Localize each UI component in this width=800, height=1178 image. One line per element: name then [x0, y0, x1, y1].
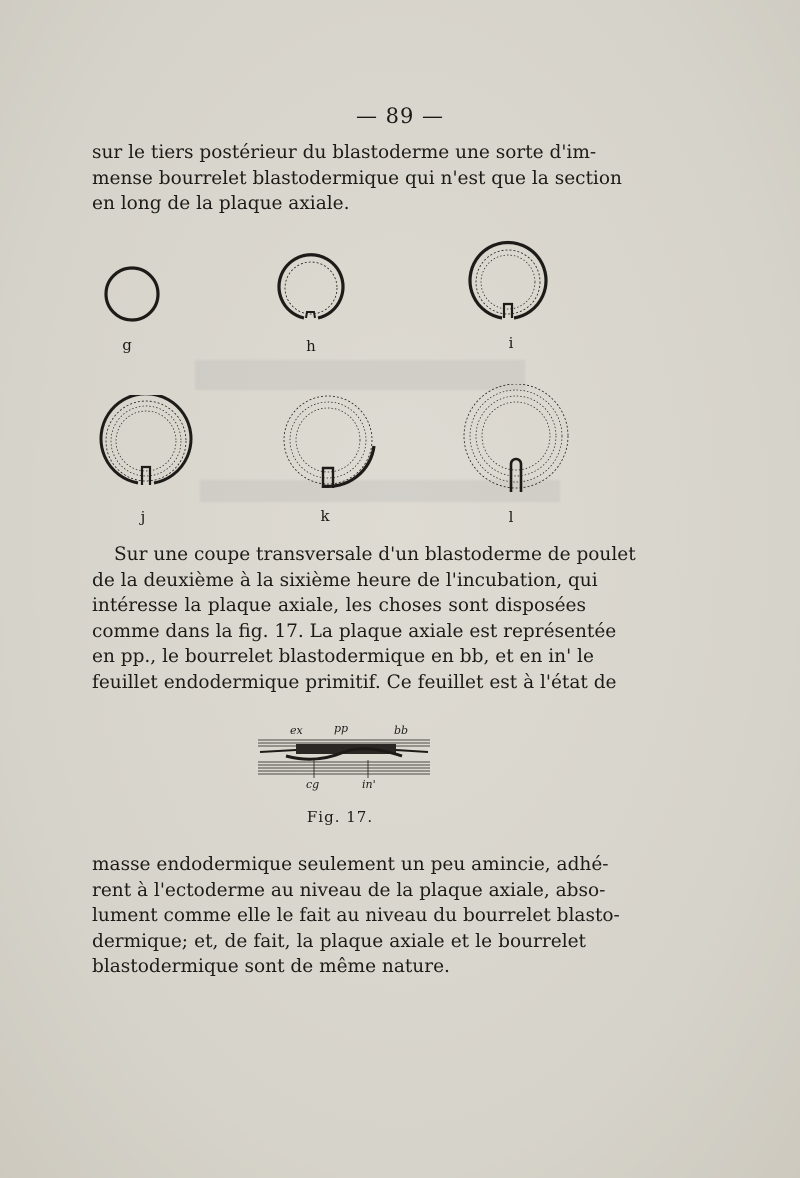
paragraph-middle: [92, 542, 636, 695]
text-line: feuillet endodermique primitif. Ce feuillet est à l'état de: [92, 671, 617, 693]
figure-label-g: g: [122, 336, 132, 354]
text-line: intéresse la plaque axiale, les choses sont disposées: [92, 595, 586, 616]
figure-label-h: h: [306, 337, 316, 355]
text-line: de la deuxième à la sixième heure de l'incubation, qui: [92, 569, 598, 591]
text-line: sur le tiers postérieur du blastoderme une sorte d'im-: [92, 142, 597, 163]
figure-17-engraving: [256, 734, 432, 780]
figure-label-k: k: [320, 507, 330, 525]
text-line: masse endodermique seulement un peu amincie, adhé-: [92, 854, 609, 875]
text-line: mense bourrelet blastodermique qui n'est que la section: [92, 167, 622, 189]
text-line: Sur une coupe transversale d'un blastoderme de poulet: [114, 544, 636, 565]
figure-h: [270, 250, 350, 330]
page-number: — 89 —: [355, 104, 445, 128]
figure-k: [276, 394, 380, 494]
paragraph-top: [92, 140, 622, 217]
figure-i: [462, 240, 552, 330]
text-line: blastodermique sont de même nature.: [92, 956, 450, 977]
figure-label-i: i: [508, 334, 514, 352]
text-line: comme dans la fig. 17. La plaque axiale est représentée: [92, 620, 617, 642]
fig17-label-pp: pp: [334, 722, 349, 735]
text-line: lument comme elle le fait au niveau du bourrelet blasto-: [92, 905, 620, 926]
paragraph-bottom: [92, 852, 620, 980]
figure-g: [100, 262, 164, 326]
figure-17-caption: Fig. 17.: [306, 808, 374, 826]
fig17-label-in: in': [362, 778, 376, 791]
figure-label-j: j: [140, 508, 146, 526]
figure-label-l: l: [508, 508, 514, 526]
text-line: en pp., le bourrelet blastodermique en bb, et en in' le: [92, 646, 594, 667]
figure-l: [456, 384, 576, 496]
text-line: en long de la plaque axiale.: [92, 193, 350, 214]
fig17-label-cg: cg: [306, 778, 320, 791]
fig17-label-ex: ex: [290, 724, 303, 737]
text-line: rent à l'ectoderme au niveau de la plaque axiale, abso-: [92, 879, 606, 901]
text-line: dermique; et, de fait, la plaque axiale et le bourrelet: [92, 930, 586, 952]
fig17-label-bb: bb: [394, 724, 409, 737]
figure-j: [96, 395, 196, 495]
